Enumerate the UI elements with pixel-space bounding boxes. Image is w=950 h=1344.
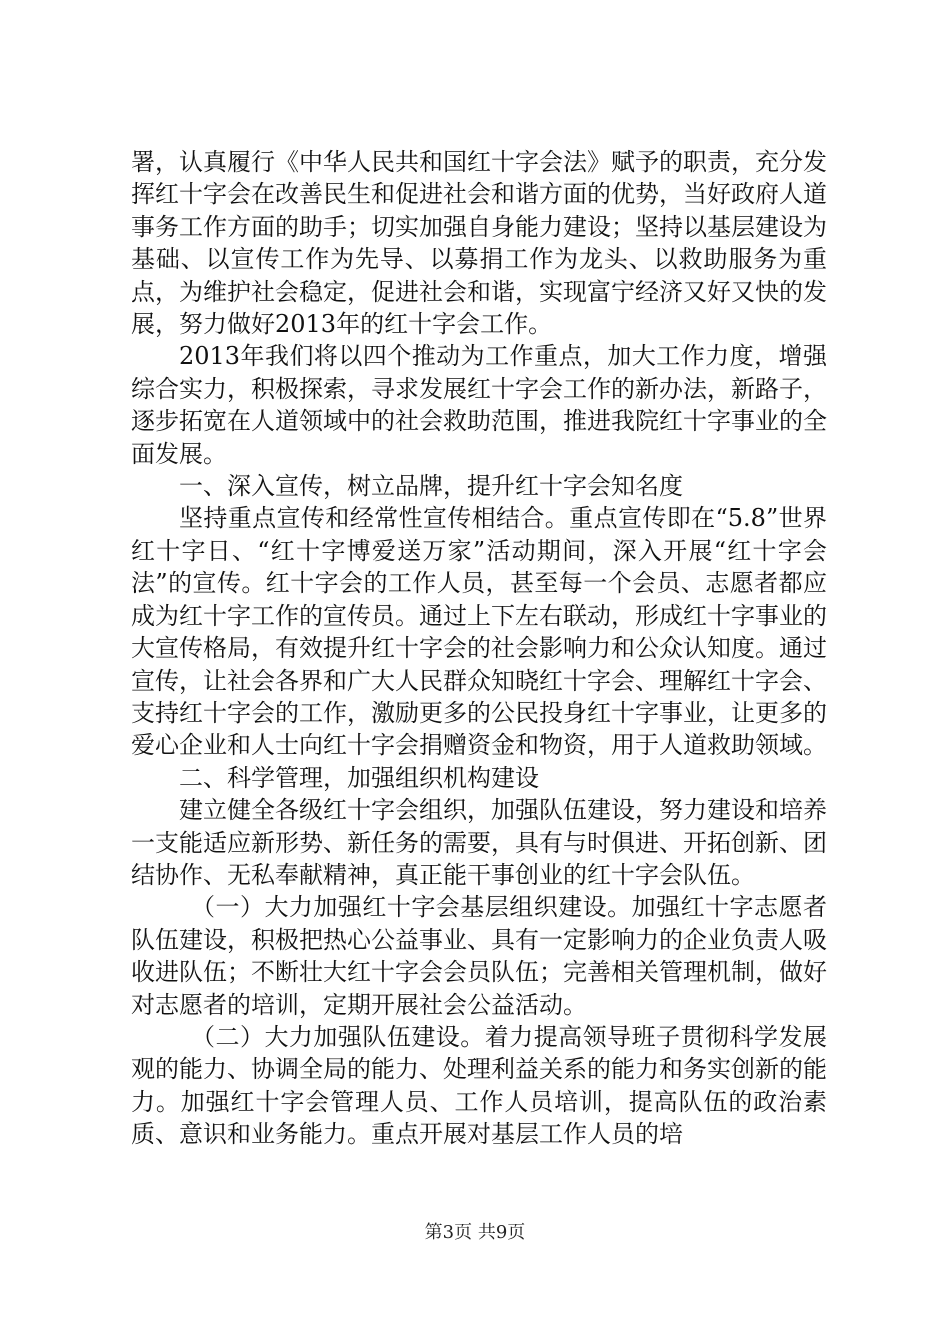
document-body [131, 146, 827, 1151]
paragraph-subsection-1: （一）大力加强红十字会基层组织建设。加强红十字志愿者队伍建设，积极把热心公益事业、具有一定影响力的企业负责人吸收进队伍；不断壮大红十字会会员队伍；完善相关管理机制，做好对志愿者的培训，定期开展社会公益活动。 [131, 893, 827, 1019]
page-number-footer: 第3页 共9页 [424, 1222, 526, 1243]
paragraph-subsection-2: （二）大力加强队伍建设。着力提高领导班子贯彻科学发展观的能力、协调全局的能力、处理利益关系的能力和务实创新的能力。加强红十字会管理人员、工作人员培训，提高队伍的政治素质、意识和业务能力。重点开展对基层工作人员的培 [131, 1022, 827, 1149]
paragraph-organization: 建立健全各级红十字会组织，加强队伍建设，努力建设和培养一支能适应新形势、新任务的需要，具有与时俱进、开拓创新、团结协作、无私奉献精神，真正能干事创业的红十字会队伍。 [131, 796, 827, 889]
paragraph-publicity: 坚持重点宣传和经常性宣传相结合。重点宣传即在“5.8”世界红十字日、“红十字博爱送万家”活动期间，深入开展“红十字会法”的宣传。红十字会的工作人员，甚至每一个会员、志愿者都应成为红十字工作的宣传员。通过上下左右联动，形成红十字事业的大宣传格局，有效提升红十字会的社会影响力和公众认知度。通过宣传，让社会各界和广大人民群众知晓红十字会、理解红十字会、支持红十字会的工作，激励更多的公民投身红十字事业，让更多的爱心企业和人士向红十字会捐赠资金和物资，用于人道救助领域。 [131, 504, 827, 760]
paragraph-continuation: 署，认真履行《中华人民共和国红十字会法》赋予的职责，充分发挥红十字会在改善民生和促进社会和谐方面的优势，当好政府人道事务工作方面的助手；切实加强自身能力建设；坚持以基层建设为基础、以宣传工作为先导、以募捐工作为龙头、以救助服务为重点，为维护社会稳定，促进社会和谐，实现富宁经济又好又快的发展，努力做好2013年的红十字会工作。 [131, 148, 827, 339]
section-heading-1: 一、深入宣传，树立品牌，提升红十字会知名度 [179, 472, 683, 501]
section-heading-2: 二、科学管理，加强组织机构建设 [179, 763, 539, 792]
paragraph-2013-focus: 2013年我们将以四个推动为工作重点，加大工作力度，增强综合实力，积极探索，寻求发展红十字会工作的新办法，新路子，逐步拓宽在人道领域中的社会救助范围，推进我院红十字事业的全面发展。 [131, 342, 827, 468]
